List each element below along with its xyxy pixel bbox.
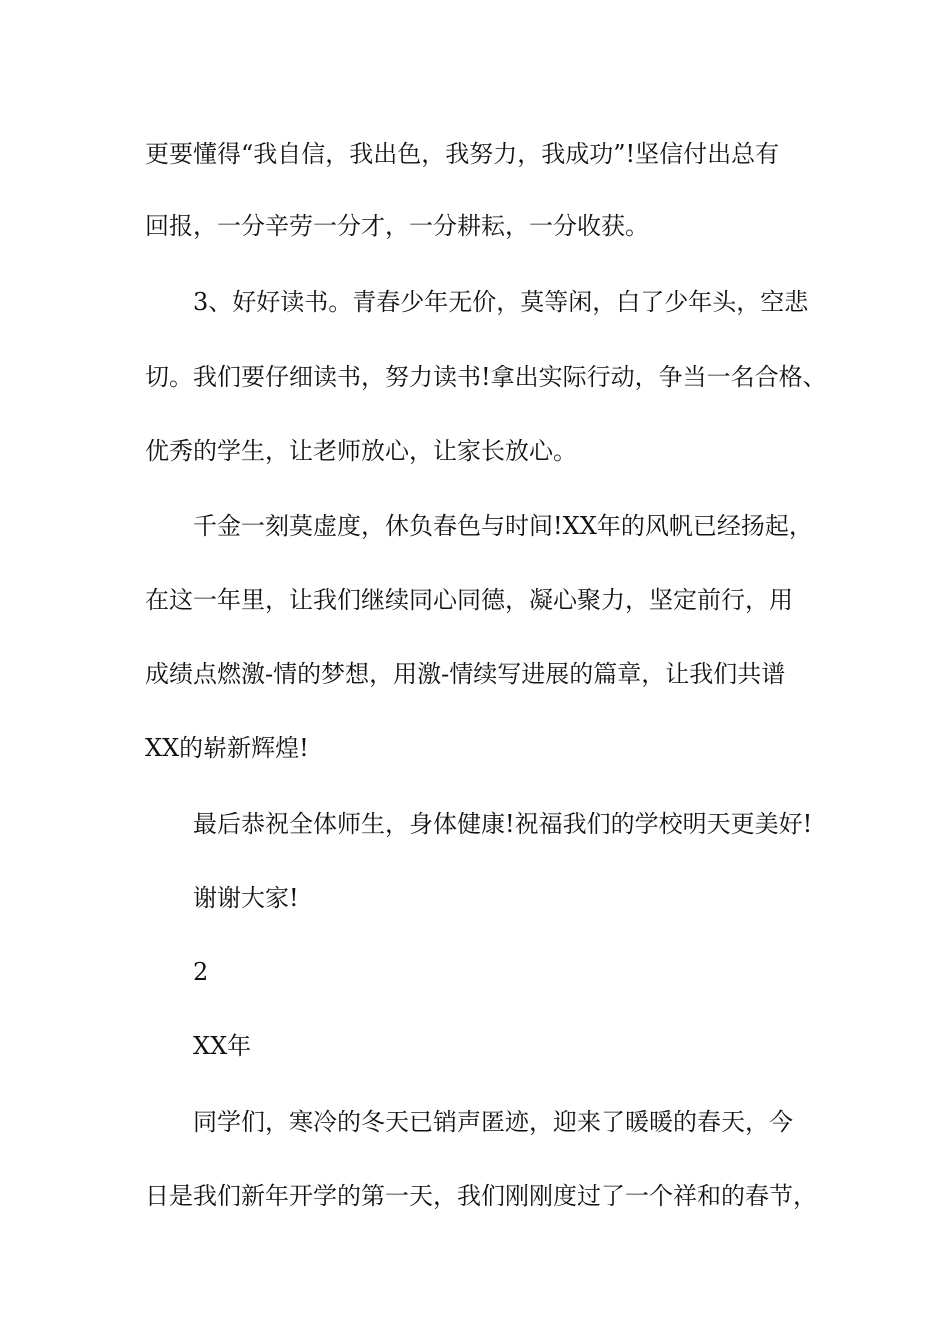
text-line: XX的崭新辉煌! bbox=[145, 734, 309, 762]
text-line: 成绩点燃激-情的梦想，用激-情续写进展的篇章，让我们共谱 bbox=[145, 660, 786, 688]
paragraph-start-line: 千金一刻莫虚度，休负春色与时间!XX年的风帆已经扬起， bbox=[193, 512, 813, 540]
text-line: 回报，一分辛劳一分才，一分耕耘，一分收获。 bbox=[145, 212, 649, 240]
thanks-line: 谢谢大家! bbox=[193, 884, 299, 912]
section-heading: XX年 bbox=[193, 1032, 252, 1060]
text-line: 在这一年里，让我们继续同心同德，凝心聚力，坚定前行，用 bbox=[145, 586, 793, 614]
section-number: 2 bbox=[193, 958, 209, 986]
paragraph-start-line: 3、好好读书。青春少年无价，莫等闲，白了少年头，空悲 bbox=[193, 288, 809, 316]
paragraph-start-line: 同学们，寒冷的冬天已销声匿迹，迎来了暖暖的春天，今 bbox=[193, 1108, 793, 1136]
text-line: 切。我们要仔细读书，努力读书!拿出实际行动，争当一名合格、 bbox=[145, 363, 827, 391]
closing-wish-line: 最后恭祝全体师生，身体健康!祝福我们的学校明天更美好! bbox=[193, 810, 813, 838]
text-line: 更要懂得“我自信，我出色，我努力，我成功”!坚信付出总有 bbox=[145, 140, 780, 168]
text-line: 日是我们新年开学的第一天，我们刚刚度过了一个祥和的春节， bbox=[145, 1182, 817, 1210]
text-line: 优秀的学生，让老师放心，让家长放心。 bbox=[145, 437, 577, 465]
